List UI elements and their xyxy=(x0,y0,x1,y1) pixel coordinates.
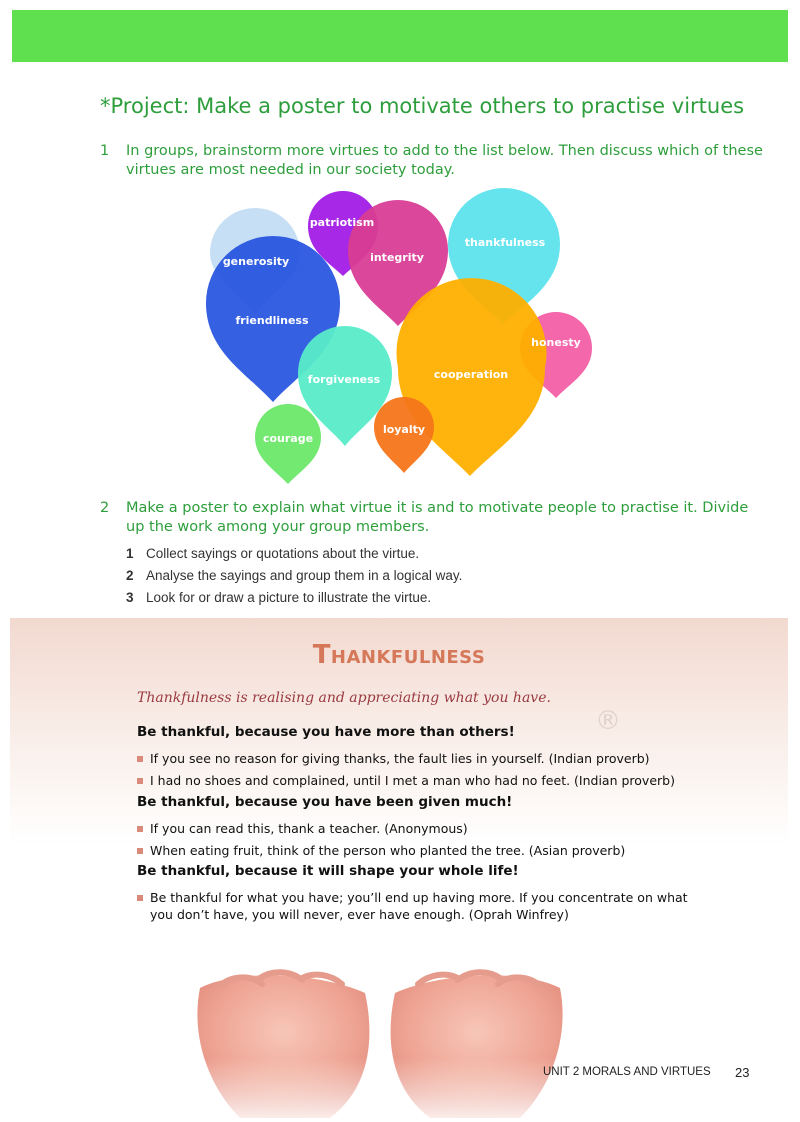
step-text: Collect sayings or quotations about the virtue. xyxy=(146,546,420,561)
label-honesty: honesty xyxy=(531,336,581,349)
label-courage: courage xyxy=(262,432,314,445)
footer-unit-label: UNIT 2 MORALS AND VIRTUES xyxy=(543,1066,711,1078)
thankfulness-poster: Thankfulness Thankfulness is realising and appreciating what you have. ® Be thankful, because you have more than others! If you see no reason for giving thanks, the fault lies in yourself. (Indian proverb) I had no shoes and complained, until I met a man who had no feet. (Indian proverb) Be thankful, because you have been given much! If you can read this, thank a teacher. (Anonymous) When eating fruit, think of the person who planted the tree. (Asian proverb) Be thankful, because it will shape your whole life! Be thankful for what you have; you’ll end up having more. If you concentrate on what you don’t have, you will never, ever have enough. (Oprah Winfrey) xyxy=(10,618,788,1122)
step-text: Look for or draw a picture to illustrate the virtue. xyxy=(146,590,432,605)
task-1-text: In groups, brainstorm more virtues to add to the list below. Then discuss which of these virtues are most needed in our society today. xyxy=(126,143,763,178)
label-loyalty: loyalty xyxy=(382,423,426,436)
step-number: 3 xyxy=(126,590,134,605)
step-number: 1 xyxy=(126,546,134,561)
bullet-square-icon xyxy=(137,756,143,762)
virtue-bubbles xyxy=(0,0,800,500)
label-forgiveness: forgiveness xyxy=(307,373,381,386)
bullet-square-icon xyxy=(137,826,143,832)
page-number: 23 xyxy=(735,1065,750,1080)
section-heading: Be thankful, because you have been given much! xyxy=(137,794,513,810)
label-integrity: integrity xyxy=(370,251,424,264)
label-friendliness: friendliness xyxy=(235,314,309,327)
poster-definition: Thankfulness is realising and appreciating what you have. xyxy=(137,690,551,706)
task-2-text: Make a poster to explain what virtue it is and to motivate people to practise it. Divide up the work among your group members. xyxy=(126,500,749,535)
label-generosity: generosity xyxy=(222,255,290,268)
bullet-square-icon xyxy=(137,895,143,901)
step-number: 2 xyxy=(126,568,134,583)
section-heading: Be thankful, because it will shape your whole life! xyxy=(137,863,519,879)
cupped-hands-image xyxy=(130,948,630,1122)
label-patriotism: patriotism xyxy=(309,216,375,229)
section-heading: Be thankful, because you have more than others! xyxy=(137,724,515,740)
bullet-square-icon xyxy=(137,778,143,784)
registered-mark: ® xyxy=(595,706,621,736)
task-2-number: 2 xyxy=(100,500,110,516)
label-cooperation: cooperation xyxy=(433,368,509,381)
project-title: *Project: Make a poster to motivate others to practise virtues xyxy=(100,94,745,118)
label-thankfulness: thankfulness xyxy=(464,236,546,249)
step-text: Analyse the sayings and group them in a logical way. xyxy=(146,568,463,583)
task-1-number: 1 xyxy=(100,143,110,159)
bullet-square-icon xyxy=(137,848,143,854)
poster-title: Thankfulness xyxy=(312,640,486,670)
